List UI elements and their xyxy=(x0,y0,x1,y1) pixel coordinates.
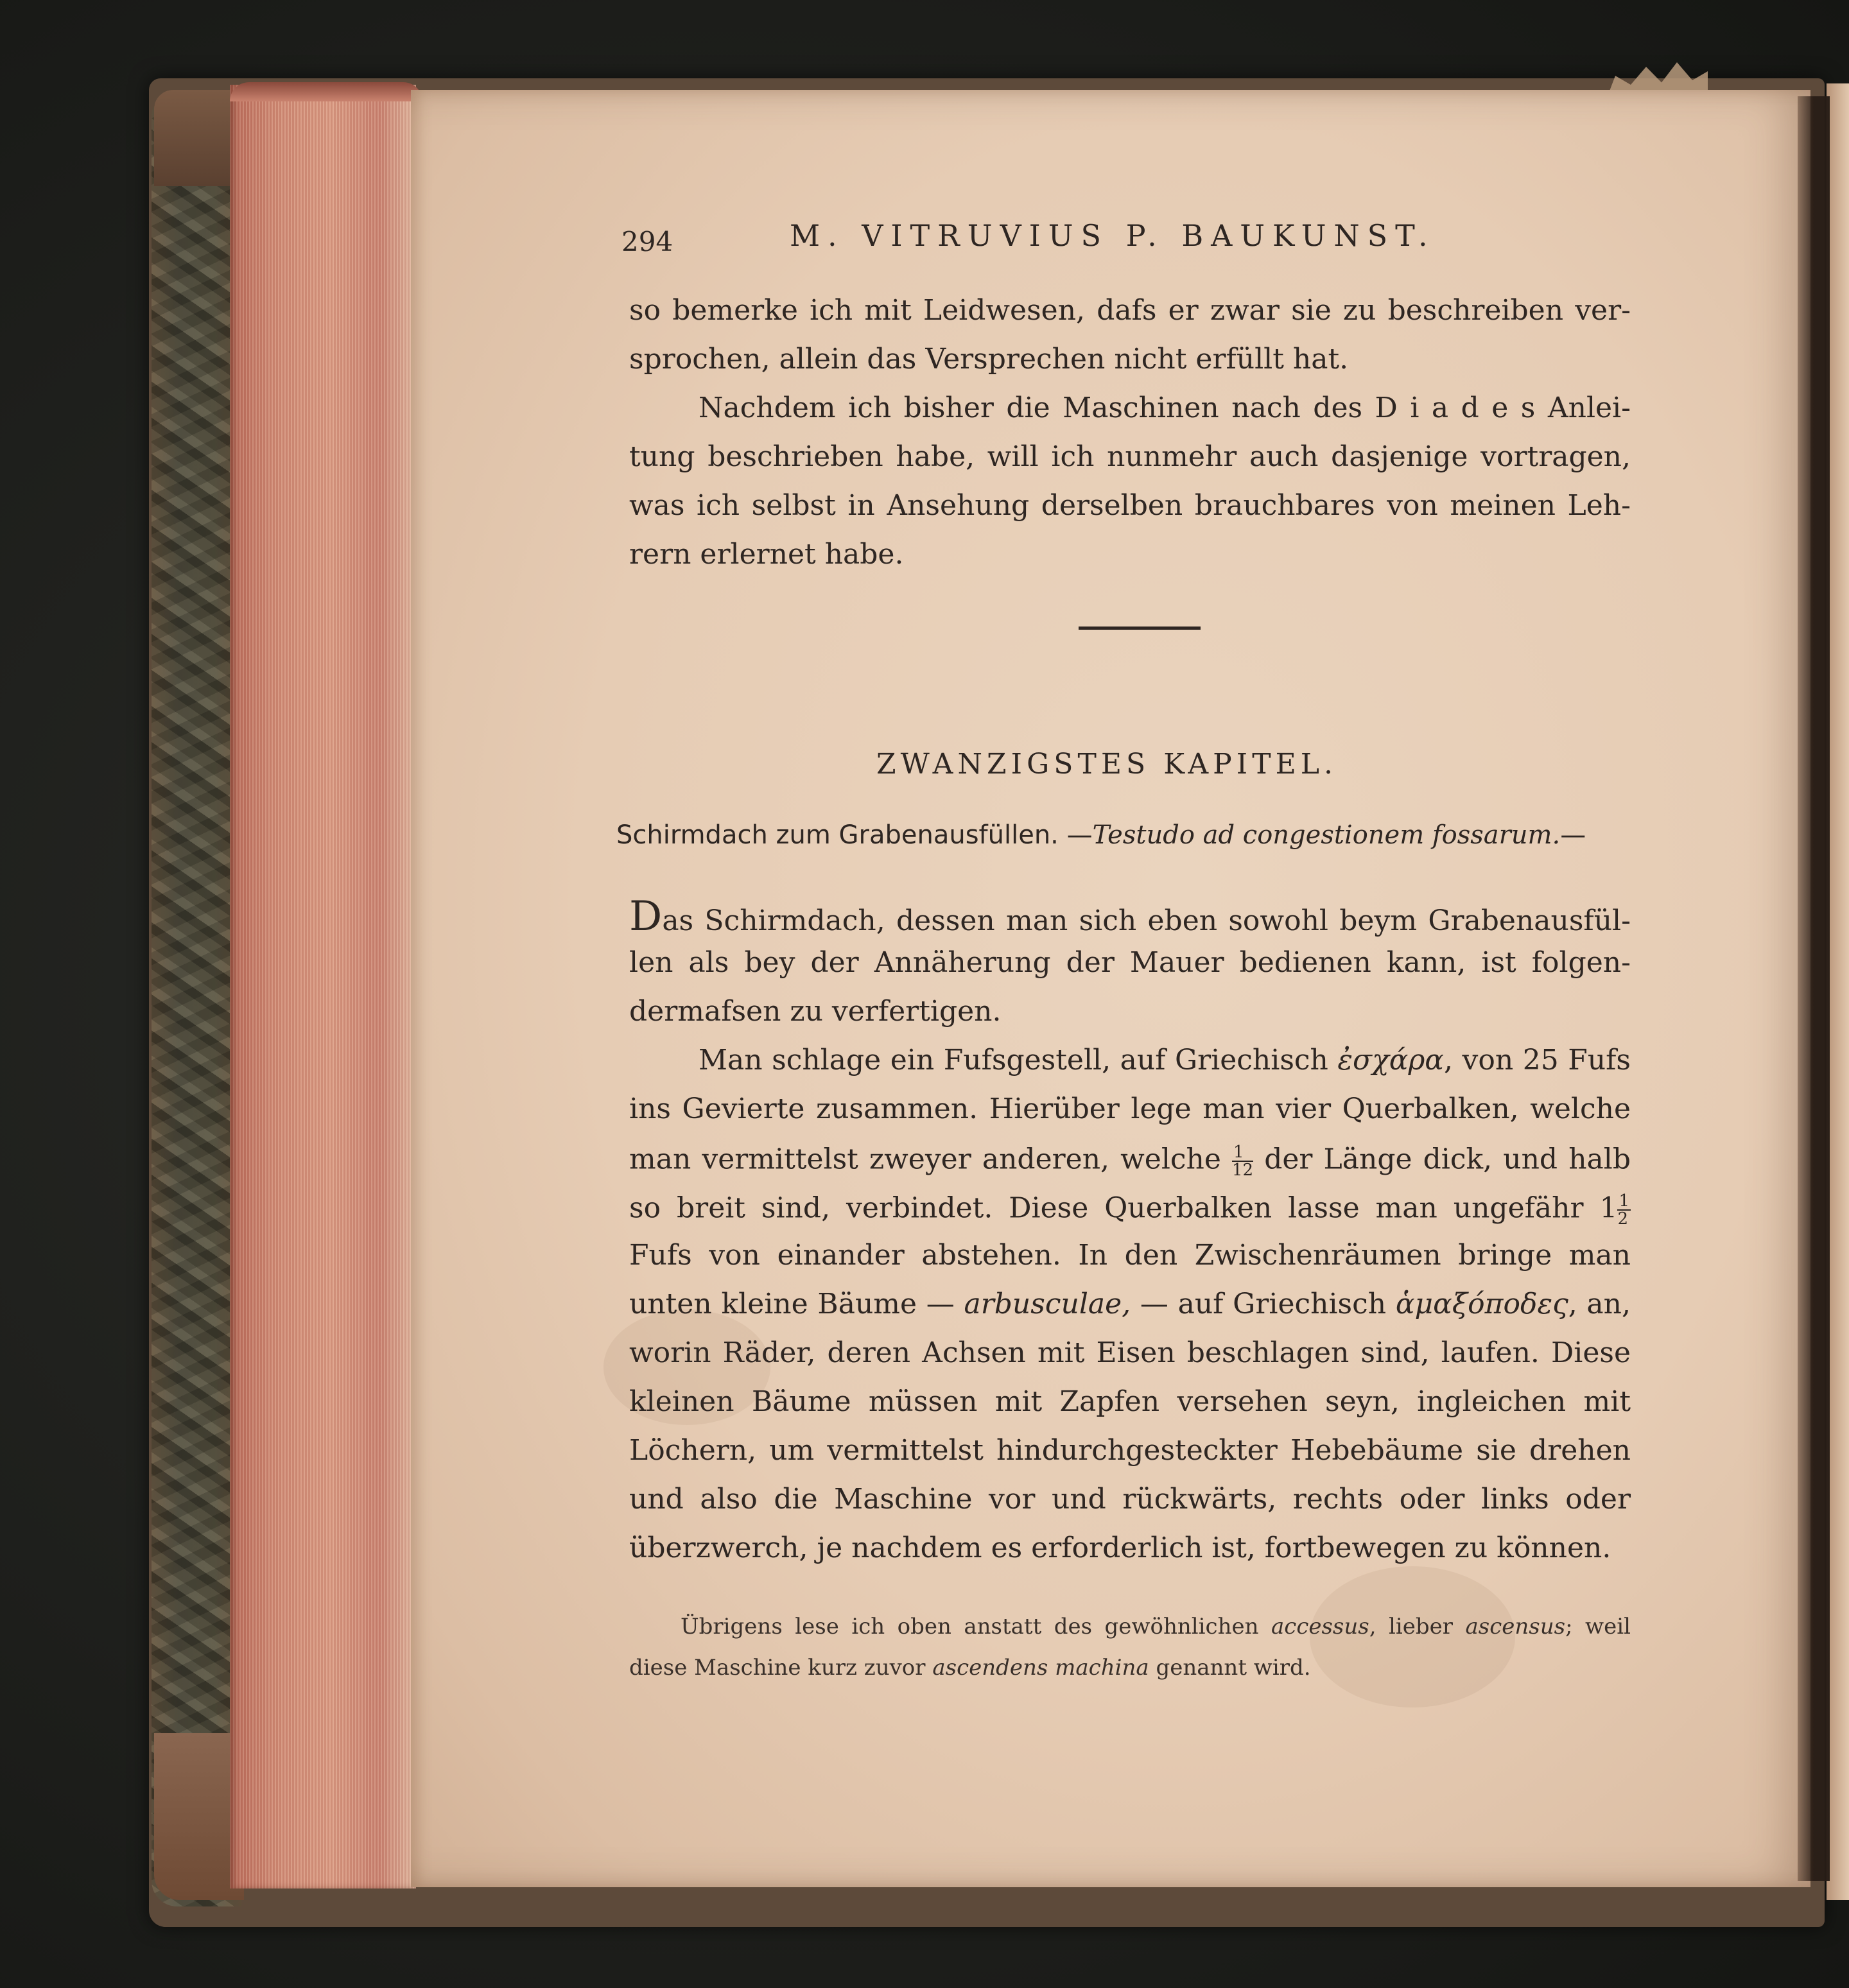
subtitle-german: Schirmdach zum Grabenausfüllen. — xyxy=(616,820,1093,850)
latin-term: ascendens machina xyxy=(932,1655,1149,1681)
text-line: was ich selbst in Ansehung derselben brauchbares von meinen Leh- xyxy=(629,489,1631,522)
text-line: dermafsen zu verfertigen. xyxy=(629,995,1002,1028)
text-line xyxy=(629,1290,1631,1318)
drop-cap: D xyxy=(629,893,663,940)
text-fragment: , von 25 Fufs xyxy=(1444,1044,1631,1076)
text-line xyxy=(629,1193,1631,1227)
latin-term: accessus xyxy=(1271,1614,1369,1639)
text-line: len als bey der Annäherung der Mauer bedienen kann, ist folgen- xyxy=(629,946,1631,979)
fraction-denominator: 2 xyxy=(1617,1209,1628,1229)
text-line: rern erlernet habe. xyxy=(629,538,904,571)
text-line: überzwerch, je nachdem es erforderlich ist, fortbewegen zu können. xyxy=(629,1532,1611,1564)
fraction xyxy=(1617,1193,1631,1227)
text-fragment: Man schlage ein Fufsgestell, auf Griechisch xyxy=(699,1044,1338,1076)
text-fragment: , an, xyxy=(1568,1288,1631,1320)
greek-term: ἁμαξόποδες xyxy=(1395,1288,1568,1320)
page-number: 294 xyxy=(621,226,673,257)
latin-term: ascensus xyxy=(1465,1614,1566,1639)
page-edges xyxy=(230,85,416,1889)
text-fragment: genannt wird. xyxy=(1149,1655,1311,1681)
chapter-subtitle xyxy=(616,820,1631,850)
text-line: und also die Maschine vor und rückwärts, rechts oder links oder xyxy=(629,1483,1631,1516)
text-line xyxy=(629,1144,1631,1179)
leather-corner-top xyxy=(154,90,238,186)
text-line: Löchern, um vermittelst hindurchgesteckter Hebebäume sie drehen xyxy=(629,1434,1631,1467)
text-fragment: ; weil xyxy=(1565,1614,1631,1639)
text-fragment: diese Maschine kurz zuvor xyxy=(629,1655,933,1681)
text-line: tung beschrieben habe, will ich nunmehr auch dasjenige vortragen, xyxy=(629,440,1631,473)
text-fragment: , lieber xyxy=(1369,1614,1466,1639)
text-line: so bemerke ich mit Leidwesen, dafs er zwar sie zu beschreiben ver- xyxy=(629,294,1631,327)
text-line: ins Gevierte zusammen. Hierüber lege man vier Querbalken, welche xyxy=(629,1093,1631,1125)
text-line xyxy=(699,1046,1631,1075)
text-fragment: man vermittelst zweyer anderen, welche xyxy=(629,1143,1233,1176)
page-edges-top xyxy=(230,82,422,101)
text-fragment: so breit sind, verbindet. Diese Querbalken lasse man ungefähr 1 xyxy=(629,1191,1618,1225)
text-line: sprochen, allein das Versprechen nicht erfüllt hat. xyxy=(629,343,1349,376)
subtitle-end: — xyxy=(1560,820,1586,850)
text-line xyxy=(629,893,1631,940)
greek-term: ἐσχάρα xyxy=(1337,1044,1445,1076)
fraction-numerator: 1 xyxy=(1232,1144,1253,1162)
footnote-line xyxy=(681,1614,1631,1639)
latin-term: arbusculae, xyxy=(964,1288,1131,1320)
fraction-denominator: 12 xyxy=(1232,1161,1254,1180)
text-fragment: as Schirmdach, dessen man sich eben sowohl beym Grabenausfül- xyxy=(662,904,1631,937)
book-gutter xyxy=(1798,96,1830,1881)
footnote-line xyxy=(629,1655,1631,1681)
facing-page-edge xyxy=(1827,83,1849,1900)
text-fragment: Übrigens lese ich oben anstatt des gewöhnlichen xyxy=(681,1614,1271,1639)
text-line: Nachdem ich bisher die Maschinen nach des D i a d e s Anlei- xyxy=(699,392,1631,424)
text-line: kleinen Bäume müssen mit Zapfen versehen seyn, ingleichen mit xyxy=(629,1385,1631,1418)
fraction xyxy=(1232,1144,1253,1179)
marbled-board xyxy=(152,96,241,1906)
text-fragment: unten kleine Bäume — xyxy=(629,1288,964,1320)
chapter-heading: ZWANZIGSTES KAPITEL. xyxy=(876,748,1338,781)
text-fragment: der Länge dick, und halb xyxy=(1253,1143,1631,1176)
running-head-title: M. VITRUVIUS P. BAUKUNST. xyxy=(790,218,1436,253)
text-line: Fufs von einander abstehen. In den Zwischenräumen bringe man xyxy=(629,1239,1631,1272)
section-divider xyxy=(1079,627,1201,630)
fraction-numerator: 1 xyxy=(1619,1191,1629,1211)
text-line: worin Räder, deren Achsen mit Eisen beschlagen sind, laufen. Diese xyxy=(629,1336,1631,1369)
subtitle-latin: Testudo ad congestionem fossarum. xyxy=(1092,820,1561,850)
text-fragment: — auf Griechisch xyxy=(1131,1288,1396,1320)
